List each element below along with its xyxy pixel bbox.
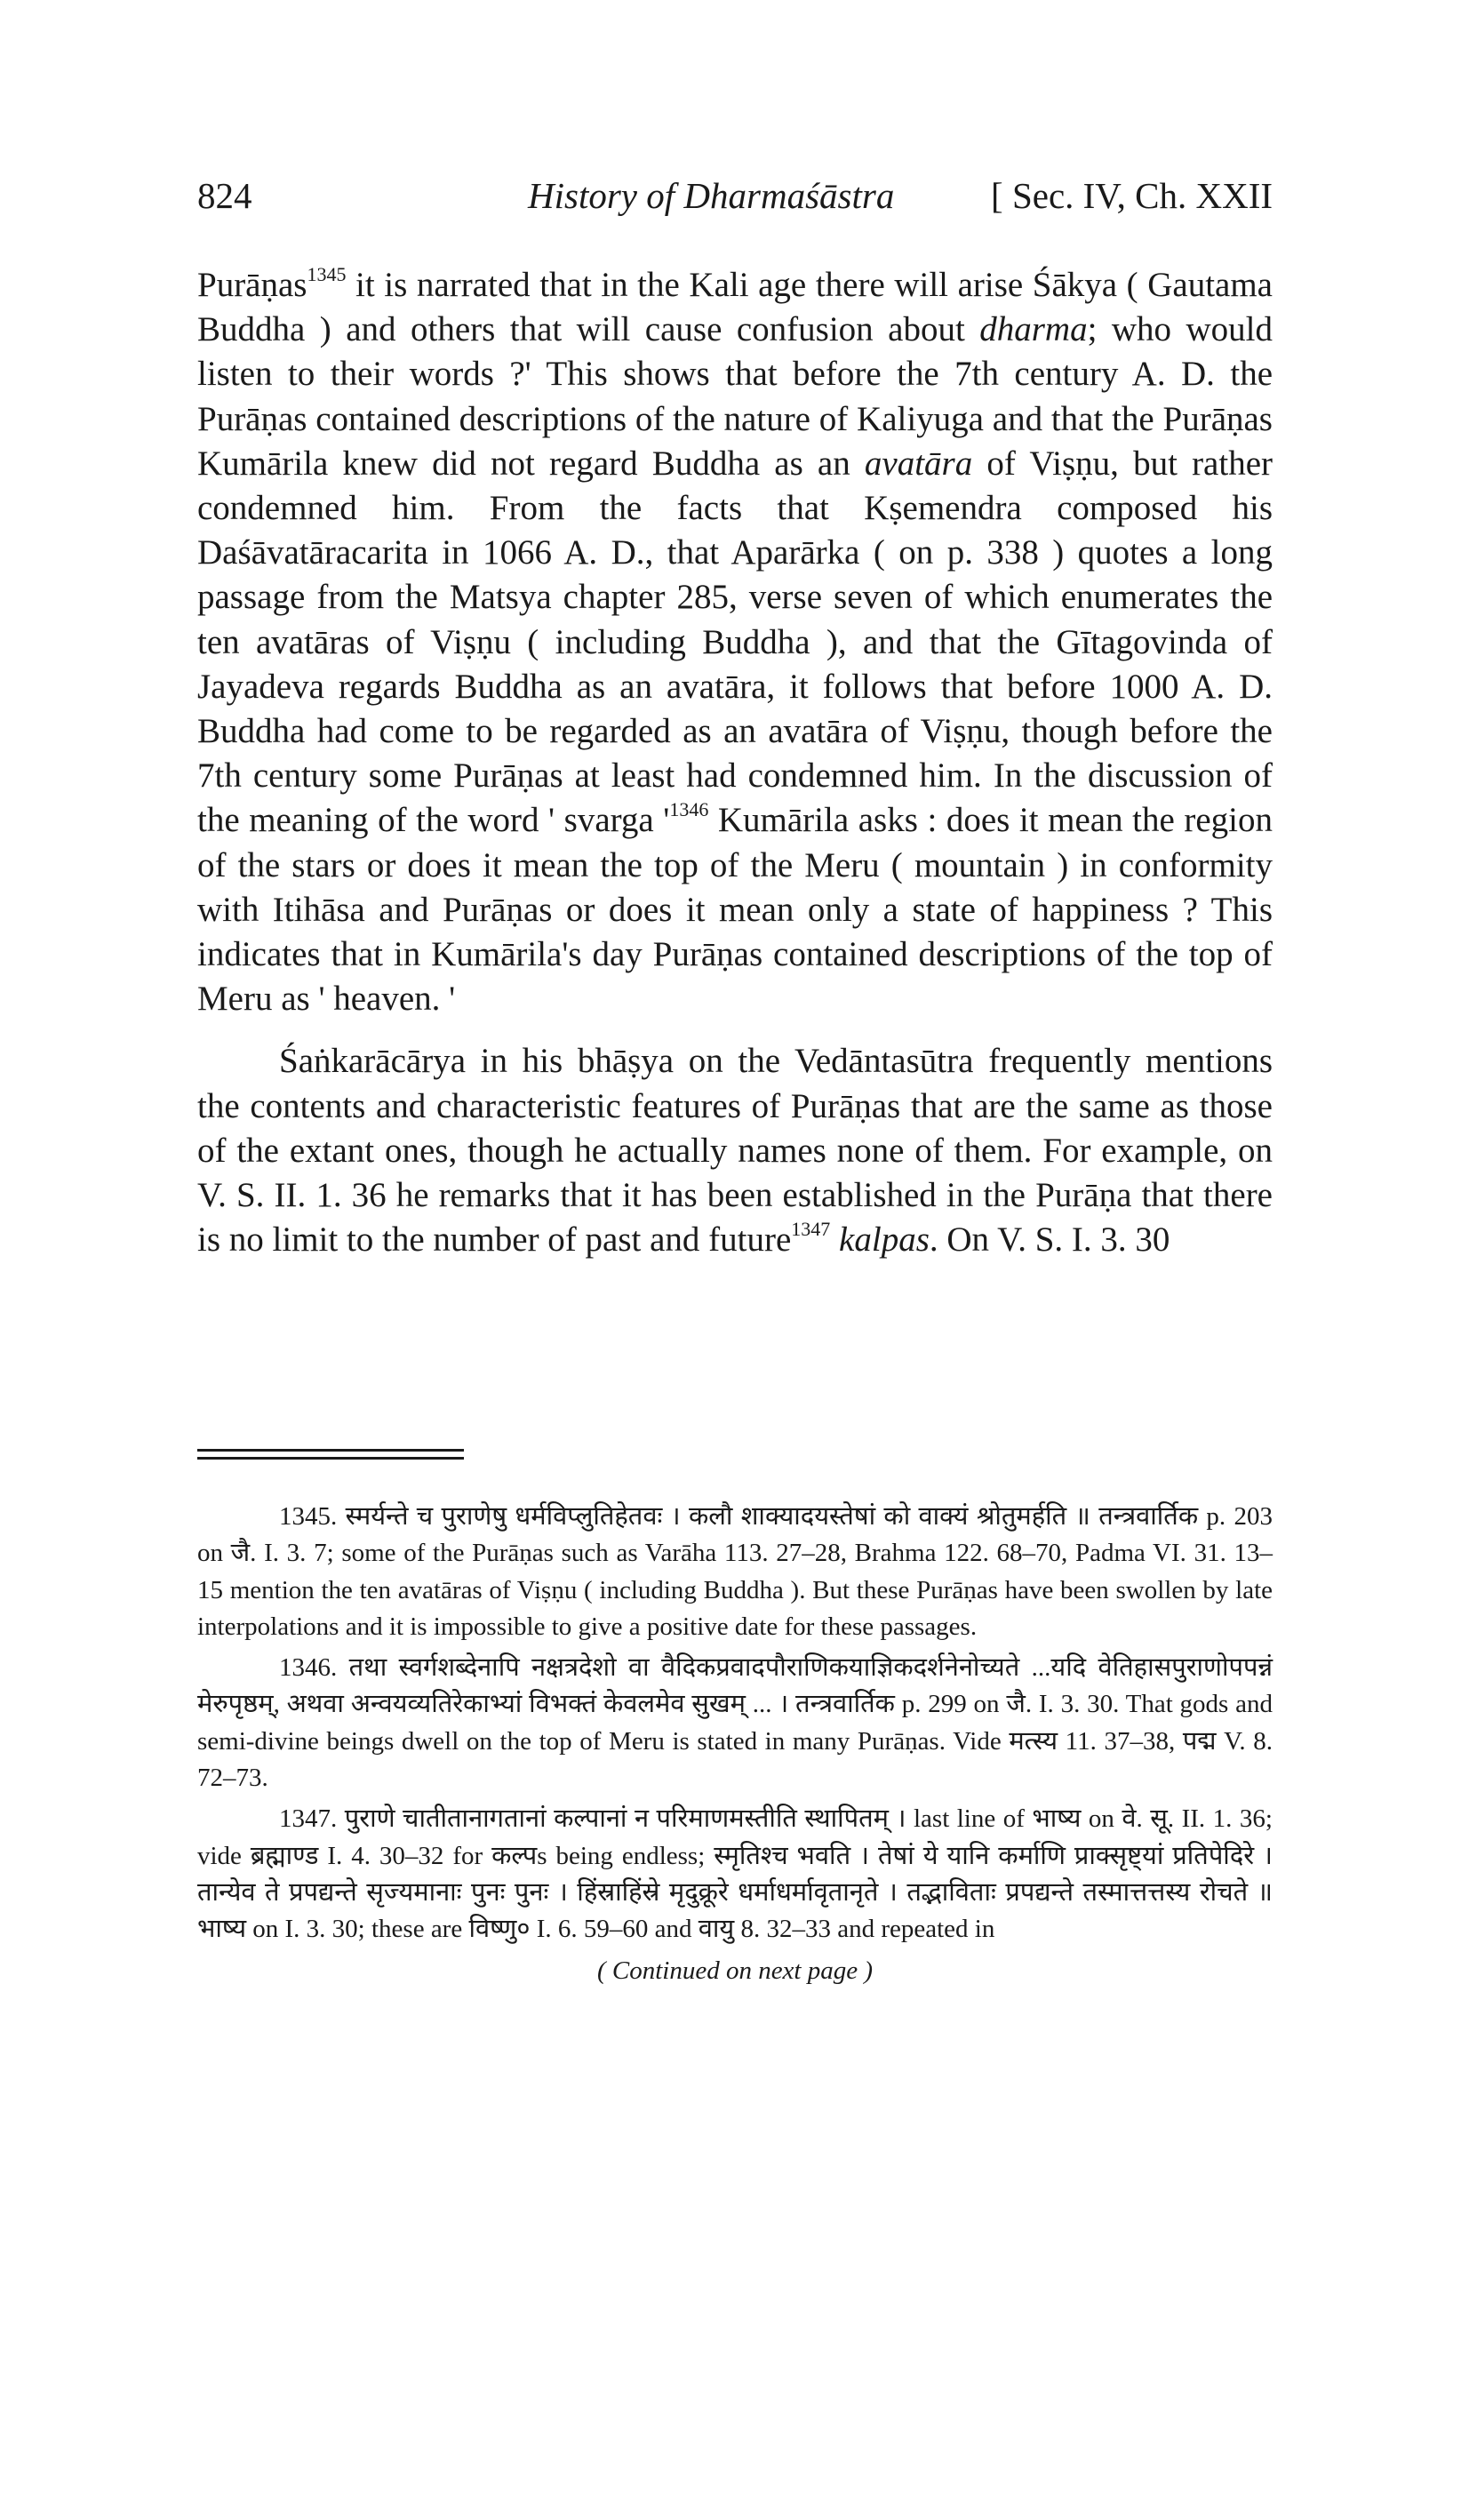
running-header	[197, 174, 1273, 228]
page-number: 824	[197, 175, 252, 216]
book-title: History of Dharmaśāstra	[528, 175, 895, 216]
footnote-separator-bottom	[197, 1457, 464, 1460]
paragraph-1: Purāṇas$^{1345}$ it is narrated that in the Kali age there will arise Śākya ( Gautama Buddha ) and others that will cause confusion about dharma; who would listen to their words ?' This shows that before the 7th century A. D. the Purāṇas contained descriptions of the nature of Kaliyuga and that the Purāṇas Kumārila knew did not regard Buddha as an avatāra of Viṣṇu, but rather condemned him. From the facts that Kṣemendra composed his Daśāvatāracarita in 1066 A. D., that Aparārka ( on p. 338 ) quotes a long passage from the Matsya chapter 285, verse seven of which enumerates the ten avatāras of Viṣṇu ( including Buddha ), and that the Gītagovinda of Jayadeva regards Buddha as an avatāra, it follows that before 1000 A. D. Buddha had come to be regarded as an avatāra of Viṣṇu, though before the 7th century some Purāṇas at least had condemned him. In the discussion of the meaning of the word ' svarga '$^{1346}$ Kumārila asks : does it mean the region of the stars or does it mean the top of the Meru ( mountain ) in conformity with Itihāsa and Purāṇas or does it mean only a state of happiness ? This indicates that in Kumārila's day Purāṇas contained descriptions of the top of Meru as ' heaven. '	[197, 263, 1273, 1019]
footnote-1345: 1345. स्मर्यन्ते च पुराणेषु धर्मविप्लुतिहेतवः । कलौ शाक्यादयस्तेषां को वाक्यं श्रोतुमर्हति ॥ तन्त्रवार्तिक p. 203 on जै. I. 3. 7; some of the Purāṇas such as Varāha 113. 27–28, Brahma 122. 68–70, Padma VI. 31. 13–15 mention the ten avatāras of Viṣṇu ( including Buddha ). But these Purāṇas have been swollen by late interpolations and it is impossible to give a positive date for these passages.	[197, 1502, 1273, 1641]
footnote-separator-top	[197, 1449, 464, 1452]
footnotes	[197, 1499, 1273, 1989]
footnote-ref-1346: 1346	[669, 798, 709, 821]
main-text	[197, 263, 1273, 1262]
footnote-1347: 1347. पुराणे चातीतानागतानां कल्पानां न परिमाणमस्तीति स्थापितम् । last line of भाष्य on वे. सू. II. 1. 36; vide ब्रह्माण्ड I. 4. 30–32 for कल्पs being endless; स्मृतिश्च भवति । तेषां ये यानि कर्माणि प्राक्सृष्ट्यां प्रतिपेदिरे । तान्येव ते प्रपद्यन्ते सृज्यमानाः पुनः पुनः । हिंस्राहिंस्रे मृदुक्रूरे धर्माधर्मावृतानृते । तद्भाविताः प्रपद्यन्ते तस्मात्तत्तस्य रोचते ॥ भाष्य on I. 3. 30; these are विष्णु० I. 6. 59–60 and वायु 8. 32–33 and repeated in	[197, 1804, 1273, 1944]
footnote-ref-1345: 1345	[307, 263, 347, 285]
footnote-ref-1347: 1347	[791, 1218, 831, 1241]
section-reference: [ Sec. IV, Ch. XXII	[991, 175, 1273, 216]
paragraph-2: Śaṅkarācārya in his bhāṣya on the Vedāntasūtra frequently mentions the contents and characteristic features of Purāṇas that are the same as those of the extant ones, though he actually names none of them. For example, on V. S. II. 1. 36 he remarks that it has been established in the Purāṇa that there is no limit to the number of past and future$^{1347}$ kalpas. On V. S. I. 3. 30	[197, 1042, 1273, 1260]
continued-notice: ( Continued on next page )	[596, 1956, 874, 1985]
footnote-1346: 1346. तथा स्वर्गशब्देनापि नक्षत्रदेशो वा वैदिकप्रवादपौराणिकयाज्ञिकदर्शनेनोच्यते ...यदि वेतिहासपुराणोपपन्नं मेरुपृष्ठम्, अथवा अन्वयव्यतिरेकाभ्यां विभक्तं केवलमेव सुखम् ... । तन्त्रवार्तिक p. 299 on जै. I. 3. 30. That gods and semi-divine beings dwell on the top of Meru is stated in many Purāṇas. Vide मत्स्य 11. 37–38, पद्म V. 8. 72–73.	[197, 1653, 1273, 1793]
